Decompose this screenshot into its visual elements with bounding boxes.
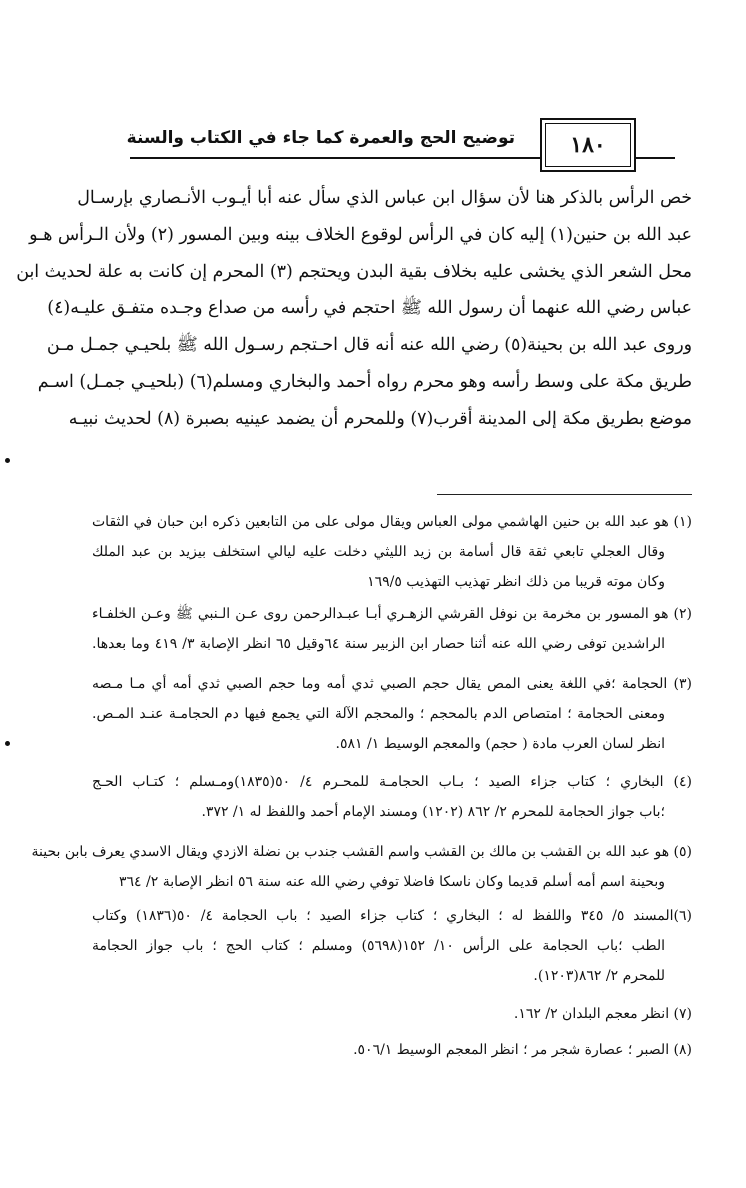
footnote-8 [92, 1036, 692, 1066]
footnote-line: (٨) الصبر ؛ عصارة شجر مر ؛ انظر المعجم الوسيط ٥٠٦/١. [353, 1042, 692, 1058]
text-line: موضع بطريق مكة إلى المدينة أقرب(٧) وللمحرم أن يضمد عينيه بصبرة (٨) لحديث نبيـه [68, 408, 692, 429]
footnote-3 [92, 670, 692, 759]
text-line: عباس رضي الله عنهما أن رسول الله ﷺ احتجم في رأسه من صداع وجـده متفـق عليـه(٤) [47, 298, 692, 319]
text-line: طريق مكة على وسط رأسه وهو محرم رواه أحمد والبخاري ومسلم(٦) (بلحيـي جمـل) اسـم [37, 371, 692, 392]
footnote-6 [92, 902, 692, 991]
footnote-separator [437, 494, 692, 495]
footnote-line: وكان موته قريبا من ذلك انظر تهذيب التهذيب ١٦٩/٥ [367, 573, 665, 590]
footnote-line: (٦)المسند ٥/ ٣٤٥ واللفظ له ؛ البخاري ؛ كتاب جزاء الصيد ؛ باب الحجامة ٤/ ٥٠(١٨٣٦) وكتاب [92, 908, 693, 924]
text-line: خص الرأس بالذكر هنا لأن سؤال ابن عباس الذي سأل عنه أبا أيـوب الأنـصاري بإرسـال [77, 188, 692, 208]
text-line: عبد الله بن حنين(١) إليه كان في الرأس لوقوع الخلاف بينه وبين المسور (٢) ولأن الـرأس هـو [29, 224, 692, 245]
footnote-line: (٣) الحجامة ؛في اللغة يعنى المص يقال حجم الصبي ثدي أمه وما حجم الصبي ثدي أمه أي مـا مـصه [92, 676, 692, 692]
footnote-line: ؛باب جواز الحجامة للمحرم ٢/ ٨٦٢ (١٢٠٢) ومسند الإمام أحمد واللفظ له ١/ ٣٧٢. [201, 803, 665, 820]
footnote-line: الراشدين توفى رضي الله عنه أثنا حصار ابن الزبير سنة ٦٤وقيل ٦٥ انظر الإصابة ٣/ ٤١٩ وما بعدها. [92, 635, 666, 652]
page-number: ١٨٠ [570, 132, 606, 158]
footnote-line: (٧) انظر معجم البلدان ٢/ ١٦٢. [513, 1006, 692, 1022]
main-text [16, 180, 692, 438]
footnote-line: ومعنى الحجامة ؛ امتصاص الدم بالمحجم ؛ والمحجم الآلة التي يجمع فيها دم الحجامـة عنـد المـص. [92, 705, 665, 722]
margin-dot [5, 458, 10, 463]
footnote-line: وبحينة اسم أمه أسلم قديما وكان ناسكا فاضلا توفي رضي الله عنه سنة ٥٦ انظر الإصابة ٢/ ٣٦٤ [118, 873, 665, 890]
footnote-line: وقال العجلي تابعي ثقة قال أسامة بن زيد الليثي دخلت عليه ليالي استخلف بيزيد بن عبد الملك [92, 543, 665, 560]
footnote-line: للمحرم ٢/ ٨٦٢(١٢٠٣). [533, 967, 665, 984]
running-title: توضيح الحج والعمرة كما جاء في الكتاب والسنة [126, 128, 515, 148]
page-header [126, 118, 675, 180]
footnote-line: (١) هو عبد الله بن حنين الهاشمي مولى العباس ويقال مولى على من التابعين ذكره ابن حبان في الثقات [92, 514, 692, 530]
footnote-4 [92, 768, 692, 828]
footnote-7 [92, 1000, 692, 1030]
text-line: محل الشعر الذي يخشى عليه بخلاف بقية البدن ويحتجم (٣) المحرم إن كانت به علة لحديث ابن [16, 261, 692, 282]
footnote-line: (٥) هو عبد الله بن القشب بن مالك بن القشب واسم القشب جندب بن نضلة الازدي ويقال الاسدي يعرف بابن بحينة [31, 844, 692, 860]
page-number-box [540, 118, 636, 172]
footnote-line: (٤) البخاري ؛ كتاب جزاء الصيد ؛ بـاب الحجامـة للمحـرم ٤/ ٥٠(١٨٣٥)ومـسلم ؛ كتـاب الحـج [92, 774, 692, 790]
footnote-line: الطب ؛باب الحجامة على الرأس ١٠/ ١٥٢(٥٦٩٨) ومسلم ؛ كتاب الحج ؛ باب جواز الحجامة [92, 937, 666, 954]
footnote-5 [31, 838, 692, 898]
text-line: وروى عبد الله بن بحينة(٥) رضي الله عنه أنه قال احـتجم رسـول الله ﷺ بلحيـي جمـل مـن [46, 335, 692, 356]
footnote-2 [92, 600, 692, 660]
margin-dot [5, 741, 10, 746]
footnote-1 [92, 508, 692, 597]
footnote-line: انظر لسان العرب مادة ( حجم) والمعجم الوسيط ١/ ٥٨١. [335, 735, 665, 752]
footnote-line: (٢) هو المسور بن مخرمة بن نوفل القرشي الزهـري أبـا عبـدالرحمن روى عـن الـنبي ﷺ وعـن الخلفـاء [92, 606, 692, 622]
